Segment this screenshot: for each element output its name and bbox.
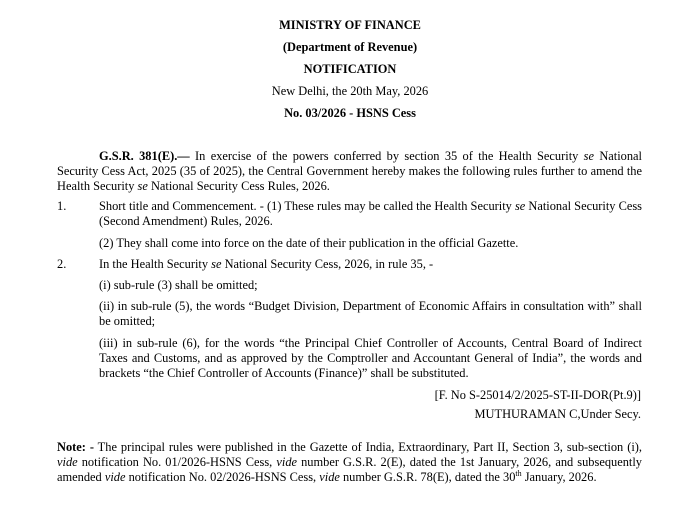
note-paragraph: Note: - The principal rules were published in the Gazette of India, Extraordinary, Part II, Section 3, sub-section (i), vide notification No. 01/2026-HSNS Cess, vide number G.S.R. 2(E), dated the 1st January, 2026, and subsequently amended vide notification No. 02/2026-HSNS Cess, vide number G.S.R. 78(E), dated the 30th January, 2026. — [57, 440, 642, 484]
department-heading: (Department of Revenue) — [282, 40, 418, 54]
preamble-paragraph: G.S.R. 381(E).— In exercise of the powers conferred by section 35 of the Health Security se National Security Cess Act, 2025 (35 of 2025), the Central Government hereby makes the following rules further to amend the Health Security se National Security Cess Rules, 2026. — [57, 149, 643, 193]
rule-1-subrule-2: (2) They shall come into force on the date of their publication in the official Gazette. — [99, 236, 519, 250]
ministry-heading: MINISTRY OF FINANCE — [279, 18, 421, 32]
clause-iii: (iii) in sub-rule (6), for the words “the Principal Chief Controller of Accounts, Central Board of Indirect Taxes and Customs, and as approved by the Comptroller and Accountant General of India”, the words and brackets “the Chief Controller of Accounts (Finance)” shall be substituted. — [99, 336, 642, 380]
signatory: MUTHURAMAN C,Under Secy. — [474, 407, 641, 421]
rule-2-number: 2. — [57, 257, 67, 271]
rule-2-text: In the Health Security se National Security Cess, 2026, in rule 35, - — [99, 257, 434, 271]
rule-1-number: 1. — [57, 199, 67, 213]
notification-number: No. 03/2026 - HSNS Cess — [284, 106, 416, 120]
place-date: New Delhi, the 20th May, 2026 — [271, 84, 429, 98]
file-number: [F. No S-25014/2/2025-ST-II-DOR(Pt.9)] — [434, 388, 641, 402]
rule-1-text: Short title and Commencement. - (1) These rules may be called the Health Security se National Security Cess (Second Amendment) Rules, 2026. — [99, 199, 642, 228]
clause-ii: (ii) in sub-rule (5), the words “Budget Division, Department of Economic Affairs in consultation with” shall be omitted; — [99, 299, 642, 328]
notification-heading: NOTIFICATION — [303, 62, 397, 76]
gsr-number: G.S.R. 381(E).— — [99, 149, 190, 163]
clause-i: (i) sub-rule (3) shall be omitted; — [99, 278, 258, 292]
note-label: Note: - — [57, 440, 94, 454]
